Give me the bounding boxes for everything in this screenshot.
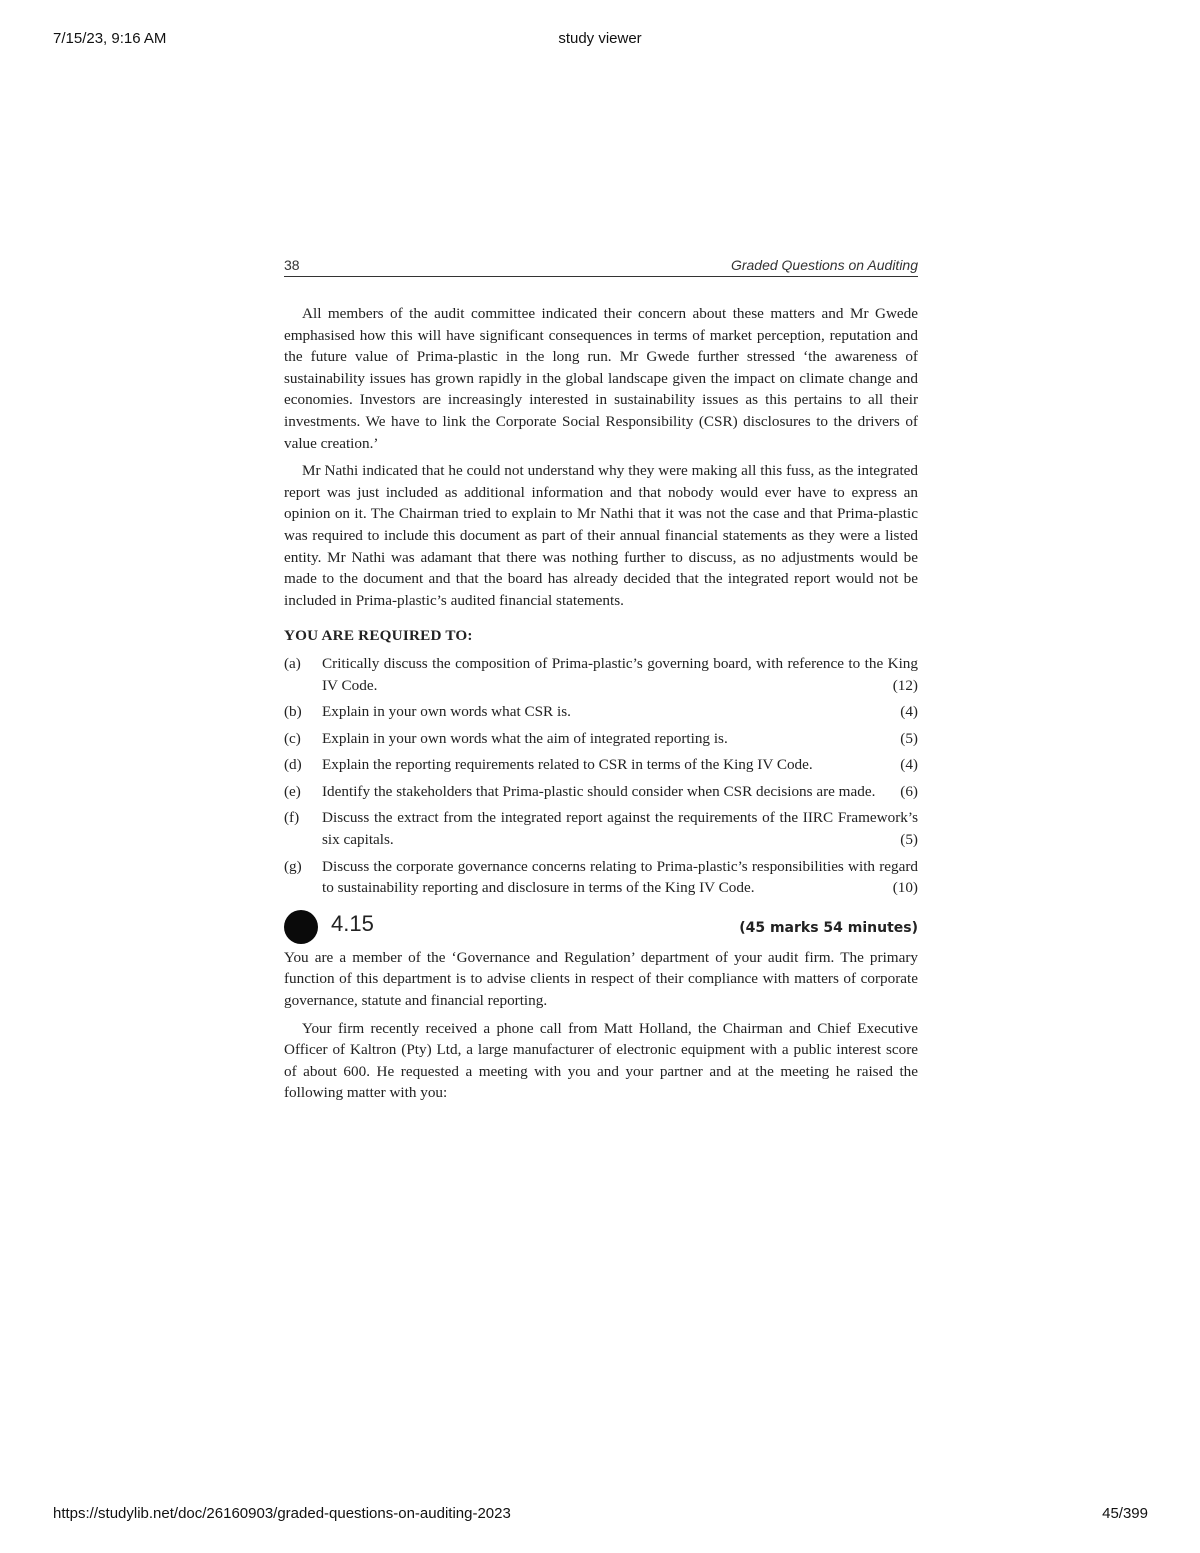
paragraph: You are a member of the ‘Governance and Regulation’ department of your audit firm. The primary function of this department is to advise clients in respect of their compliance with matters of corporate governance, statute and financial reporting.	[284, 948, 918, 1010]
question-body	[322, 856, 918, 899]
question-text: Explain the reporting requirements related to CSR in terms of the King IV Code.	[322, 756, 813, 774]
page-number: 38	[284, 257, 300, 273]
list-item	[284, 754, 918, 776]
list-item	[284, 807, 918, 850]
question-body	[322, 728, 918, 750]
book-page	[284, 252, 918, 1104]
list-item	[284, 781, 918, 803]
question-marks: (5)	[900, 729, 918, 747]
list-item	[284, 728, 918, 750]
paragraph: All members of the audit committee indicated their concern about these matters and Mr Gwede emphasised how this will have significant consequences in terms of market perception, reputation and the future value of Prima-plastic in the long run. Mr Gwede further stressed ‘the awareness of sustainability issues has grown rapidly in the global landscape given the impact on climate change and economies. Investors are increasingly interested in sustainability issues as this pertains to all their investments. We have to link the Corporate Social Responsibility (CSR) disclosures to the drivers of value creation.’	[284, 305, 918, 452]
print-footer	[0, 1505, 1200, 1525]
question-label: (a)	[284, 654, 301, 672]
question-marks: (5)	[900, 831, 918, 849]
print-date: 7/15/23, 9:16 AM	[53, 30, 167, 47]
list-item	[284, 856, 918, 899]
question-body	[322, 653, 918, 696]
question-text: Explain in your own words what the aim of integrated reporting is.	[322, 729, 728, 747]
paragraph: Your firm recently received a phone call from Matt Holland, the Chairman and Chief Executive Officer of Kaltron (Pty) Ltd, a large manufacturer of electronic equipment with a public interest score of about 600. He requested a meeting with you and your partner and at the meeting he raised the following matter with you:	[284, 1019, 918, 1102]
question-marks: (4)	[900, 703, 918, 721]
question-label: (b)	[284, 703, 302, 721]
question-total-marks: (45 marks 54 minutes)	[739, 919, 918, 936]
paragraph: Mr Nathi indicated that he could not understand why they were making all this fuss, as the integrated report was just included as additional information and that nobody would ever have to express an opinion on it. The Chairman tried to explain to Mr Nathi that it was not the case and that Prima-plastic was required to include this document as part of their annual financial statements as they were a listed entity. Mr Nathi was adamant that there was nothing further to discuss, as no adjustments would be made to the document and that the board has already decided that the integrated report would not be included in Prima-plastic’s audited financial statements.	[284, 462, 918, 609]
list-item	[284, 653, 918, 696]
question-label: (e)	[284, 782, 301, 800]
source-url: https://studylib.net/doc/26160903/graded-questions-on-auditing-2023	[53, 1505, 511, 1522]
page-counter: 45/399	[1102, 1505, 1148, 1522]
list-item	[284, 701, 918, 723]
question-marks: (4)	[900, 756, 918, 774]
question-body	[322, 701, 918, 723]
question-heading	[284, 909, 918, 947]
print-title: study viewer	[558, 30, 642, 47]
print-header	[0, 30, 1200, 50]
question-body	[322, 781, 918, 803]
question-body	[322, 754, 918, 776]
running-title: Graded Questions on Auditing	[730, 257, 918, 273]
running-head	[284, 252, 918, 277]
question-text: Critically discuss the composition of Prima-plastic’s governing board, with reference to the King IV Code.	[322, 654, 918, 694]
question-label: (d)	[284, 756, 302, 774]
question-text: Discuss the extract from the integrated report against the requirements of the IIRC Framework’s six capitals.	[322, 809, 918, 849]
question-text: Explain in your own words what CSR is.	[322, 703, 571, 721]
question-label: (g)	[284, 857, 302, 875]
bullet-icon	[284, 910, 318, 944]
question-list	[284, 653, 918, 899]
question-marks: (6)	[900, 782, 918, 800]
question-marks: (10)	[892, 879, 918, 897]
required-heading: YOU ARE REQUIRED TO:	[284, 627, 473, 645]
question-label: (f)	[284, 809, 300, 827]
question-body	[322, 807, 918, 850]
question-marks: (12)	[892, 676, 918, 694]
question-text: Discuss the corporate governance concerns relating to Prima-plastic’s responsibilities with regard to sustainability reporting and disclosure in terms of the King IV Code.	[322, 857, 918, 897]
question-label: (c)	[284, 729, 301, 747]
question-text: Identify the stakeholders that Prima-plastic should consider when CSR decisions are made.	[322, 782, 876, 800]
question-number: 4.15	[331, 910, 374, 936]
